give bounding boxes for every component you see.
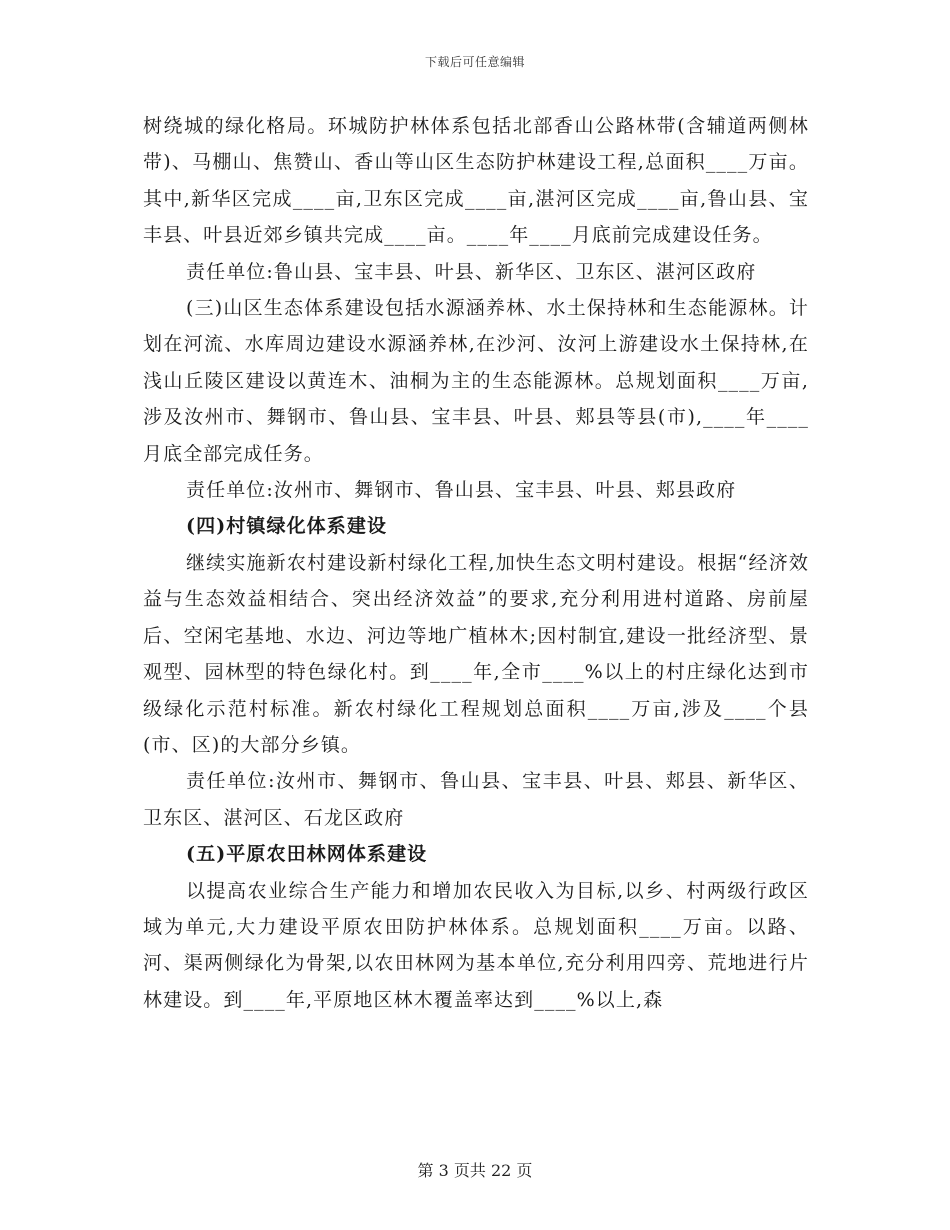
paragraph-ring-city-forest: 树绕城的绿化格局。环城防护林体系包括北部香山公路林带(含辅道两侧林带)、马棚山、焦赞山、香山等山区生态防护林建设工程,总面积____万亩。其中,新华区完成____亩,卫东区完成____亩,湛河区完成____亩,鲁山县、宝丰县、叶县近郊乡镇共完成____亩。____年____月底前完成建设任务。 (143, 115, 809, 247)
document-body (143, 108, 809, 1018)
section-heading-village-greening: (四)村镇绿化体系建设 (186, 515, 388, 538)
page-footer: 第 3 页共 22 页 (417, 1161, 533, 1180)
paragraph-mountain-ecology: (三)山区生态体系建设包括水源涵养林、水土保持林和生态能源林。计划在河流、水库周边建设水源涵养林,在沙河、汝河上游建设水土保持林,在浅山丘陵区建设以黄连木、油桐为主的生态能源林。总规划面积____万亩,涉及汝州市、舞钢市、鲁山县、宝丰县、叶县、郏县等县(市),____年____月底全部完成任务。 (143, 297, 809, 465)
paragraph-farmland-forest: 以提高农业综合生产能力和增加农民收入为目标,以乡、村两级行政区域为单元,大力建设平原农田防护林体系。总规划面积____万亩。以路、河、渠两侧绿化为骨架,以农田林网为基本单位,充分利用四旁、荒地进行片林建设。到____年,平原地区林木覆盖率达到____%以上,森 (143, 879, 809, 1011)
responsible-units-2: 责任单位:汝州市、舞钢市、鲁山县、宝丰县、叶县、郏县政府 (186, 479, 737, 502)
paragraph-village-greening: 继续实施新农村建设新村绿化工程,加快生态文明村建设。根据“经济效益与生态效益相结合、突出经济效益”的要求,充分利用进村道路、房前屋后、空闲宅基地、水边、河边等地广植林木;因村制宜,建设一批经济型、景观型、园林型的特色绿化村。到____年,全市____%以上的村庄绿化达到市级绿化示范村标准。新农村绿化工程规划总面积____万亩,涉及____个县(市、区)的大部分乡镇。 (143, 551, 809, 756)
page-header: 下载后可任意编辑 (424, 55, 525, 69)
section-heading-farmland-forest: (五)平原农田林网体系建设 (186, 843, 428, 866)
responsible-units-1: 责任单位:鲁山县、宝丰县、叶县、新华区、卫东区、湛河区政府 (186, 260, 757, 283)
responsible-units-3: 责任单位:汝州市、舞钢市、鲁山县、宝丰县、叶县、郏县、新华区、卫东区、湛河区、石龙区政府 (143, 770, 809, 829)
